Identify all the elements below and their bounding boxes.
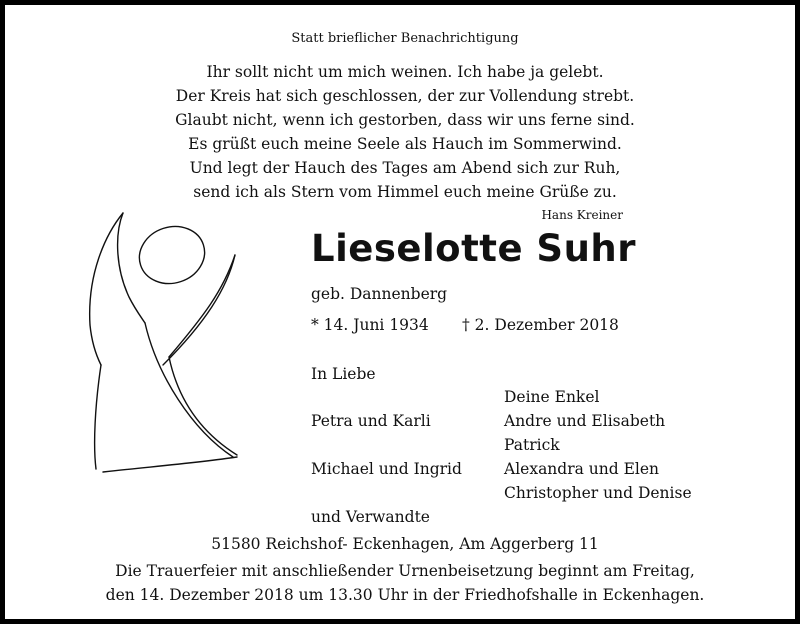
family-member: Petra und Karli: [311, 412, 431, 430]
grandchildren-label: Deine Enkel: [504, 388, 600, 406]
family-member: Patrick: [504, 436, 560, 454]
poem-line: send ich als Stern vom Himmel euch meine Grüße zu.: [193, 183, 617, 201]
poem-line: Der Kreis hat sich geschlossen, der zur Vollendung strebt.: [175, 87, 635, 105]
family-member: und Verwandte: [311, 508, 430, 526]
funeral-line: Die Trauerfeier mit anschließender Urnenbeisetzung beginnt am Freitag,: [115, 562, 695, 580]
birth-date: * 14. Juni 1934: [311, 316, 429, 334]
funeral-notice: [5, 559, 800, 607]
maiden-name: geb. Dannenberg: [311, 285, 448, 303]
family-member: Christopher und Denise: [504, 484, 692, 502]
deceased-name: Lieselotte Suhr: [311, 227, 636, 270]
in-love-label: In Liebe: [311, 365, 376, 383]
poem-author: Hans Kreiner: [541, 208, 623, 222]
funeral-line: den 14. Dezember 2018 um 13.30 Uhr in der Friedhofshalle in Eckenhagen.: [105, 586, 705, 604]
header-line: Statt brieflicher Benachrichtigung: [291, 31, 519, 46]
angel-icon: [77, 205, 247, 480]
poem: [5, 60, 800, 204]
family-member: Alexandra und Elen: [504, 460, 660, 478]
poem-line: Und legt der Hauch des Tages am Abend sich zur Ruh,: [189, 159, 621, 177]
poem-line: Ihr sollt nicht um mich weinen. Ich habe ja gelebt.: [206, 63, 604, 81]
poem-line: Glaubt nicht, wenn ich gestorben, dass wir uns ferne sind.: [175, 111, 635, 129]
death-date: † 2. Dezember 2018: [462, 316, 619, 334]
family-member: Andre und Elisabeth: [504, 412, 666, 430]
family-member: Michael und Ingrid: [311, 460, 462, 478]
address: 51580 Reichshof- Eckenhagen, Am Aggerberg 11: [211, 535, 599, 553]
poem-line: Es grüßt euch meine Seele als Hauch im Sommerwind.: [188, 135, 622, 153]
